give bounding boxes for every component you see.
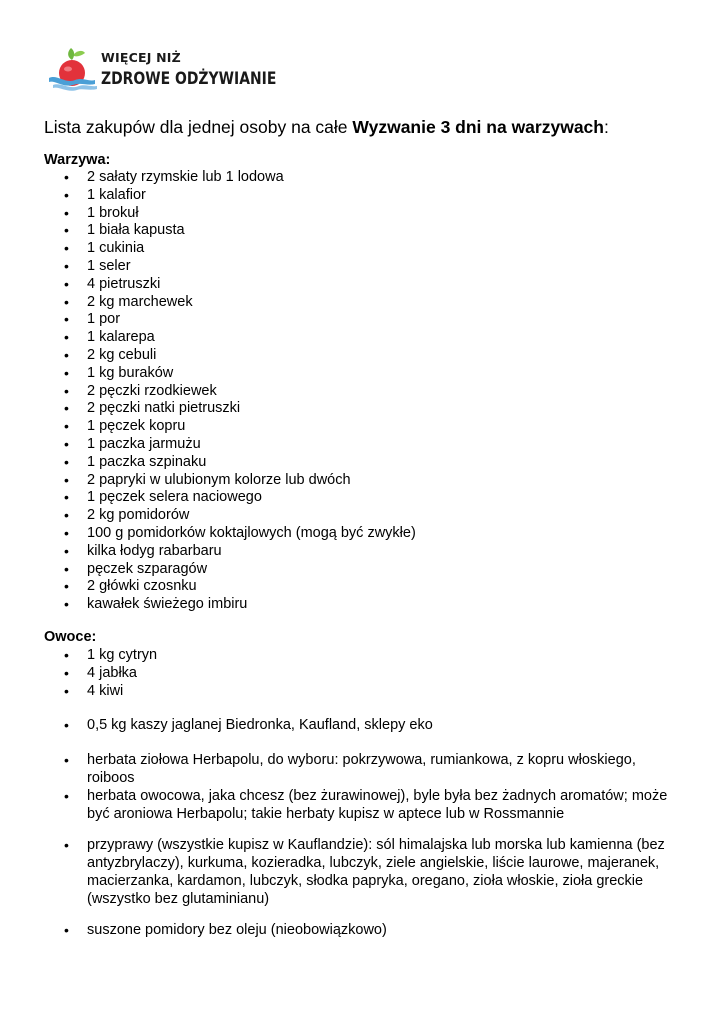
list-item: • 4 pietruszki bbox=[0, 276, 677, 294]
list-item: • 1 pęczek kopru bbox=[0, 418, 677, 436]
dried-tomatoes-list bbox=[0, 921, 677, 939]
list-item-dried-tomatoes: • suszone pomidory bez oleju (nieobowiązkowo) bbox=[0, 921, 677, 939]
list-item: • kawałek świeżego imbiru bbox=[0, 596, 677, 614]
list-item: • pęczek szparagów bbox=[0, 561, 677, 579]
fruits-list bbox=[0, 647, 677, 700]
list-item: • 1 cukinia bbox=[0, 240, 677, 258]
tea-list bbox=[0, 751, 677, 823]
list-item: • 4 jabłka bbox=[0, 665, 677, 683]
logo-line-top: WIĘCEJ NIŻ bbox=[101, 50, 181, 65]
list-item: • 1 kg buraków bbox=[0, 365, 677, 383]
title-prefix: Lista zakupów dla jednej osoby na całe bbox=[44, 117, 353, 137]
list-item-millet: • 0,5 kg kaszy jaglanej Biedronka, Kaufland, sklepy eko bbox=[0, 716, 677, 734]
list-item: • 4 kiwi bbox=[0, 683, 677, 701]
title-suffix: : bbox=[603, 117, 609, 137]
list-item: • 2 kg cebuli bbox=[0, 347, 677, 365]
list-item: • 2 pęczki rzodkiewek bbox=[0, 383, 677, 401]
vegetables-list bbox=[0, 169, 677, 614]
list-item: • 2 sałaty rzymskie lub 1 lodowa bbox=[0, 169, 677, 187]
list-item: • 1 kalarepa bbox=[0, 329, 677, 347]
list-item-spices: • przyprawy (wszystkie kupisz w Kauflandzie): sól himalajska lub morska lub kamienna (bez antyzbrylaczy), kurkuma, kozieradka, lubczyk, ziele angielskie, liście laurowe, majeranek, macierzanka, kardamon, lubczyk, słodka papryka, oregano, zioła włoskie, zioła greckie (wszystko bez glutaminianu) bbox=[0, 836, 677, 908]
list-item: • 1 paczka jarmużu bbox=[0, 436, 677, 454]
list-item: • 2 główki czosnku bbox=[0, 578, 677, 596]
page-title bbox=[44, 116, 684, 138]
list-item-fruit-tea: • herbata owocowa, jaka chcesz (bez żurawinowej), byle była bez żadnych aromatów; może być aroniowa Herbapolu; takie herbaty kupisz w aptece lub w Rossmannie bbox=[0, 787, 677, 823]
list-item: • 2 kg marchewek bbox=[0, 294, 677, 312]
brand-logo bbox=[45, 44, 277, 96]
fruits-heading: Owoce: bbox=[44, 629, 97, 645]
list-item: • 2 kg pomidorów bbox=[0, 507, 677, 525]
list-item: • 2 pęczki natki pietruszki bbox=[0, 400, 677, 418]
list-item: • 1 brokuł bbox=[0, 205, 677, 223]
list-item: • 100 g pomidorków koktajlowych (mogą być zwykłe) bbox=[0, 525, 677, 543]
logo-line-bottom: ZDROWE ODŻYWIANIE bbox=[101, 69, 277, 89]
spices-list bbox=[0, 836, 677, 908]
title-bold: Wyzwanie 3 dni na warzywach bbox=[352, 117, 604, 137]
list-item-herbal-tea: • herbata ziołowa Herbapolu, do wyboru: pokrzywowa, rumiankowa, z kopru włoskiego, roiboos bbox=[0, 751, 677, 787]
millet-list bbox=[0, 716, 677, 734]
logo-mark-icon bbox=[45, 44, 101, 96]
list-item: • 1 paczka szpinaku bbox=[0, 454, 677, 472]
list-item: • kilka łodyg rabarbaru bbox=[0, 543, 677, 561]
list-item: • 2 papryki w ulubionym kolorze lub dwóch bbox=[0, 472, 677, 490]
vegetables-heading: Warzywa: bbox=[44, 152, 111, 168]
list-item: • 1 kalafior bbox=[0, 187, 677, 205]
list-item: • 1 pęczek selera naciowego bbox=[0, 489, 677, 507]
list-item: • 1 seler bbox=[0, 258, 677, 276]
list-item: • 1 biała kapusta bbox=[0, 222, 677, 240]
list-item: • 1 por bbox=[0, 311, 677, 329]
list-item: • 1 kg cytryn bbox=[0, 647, 677, 665]
